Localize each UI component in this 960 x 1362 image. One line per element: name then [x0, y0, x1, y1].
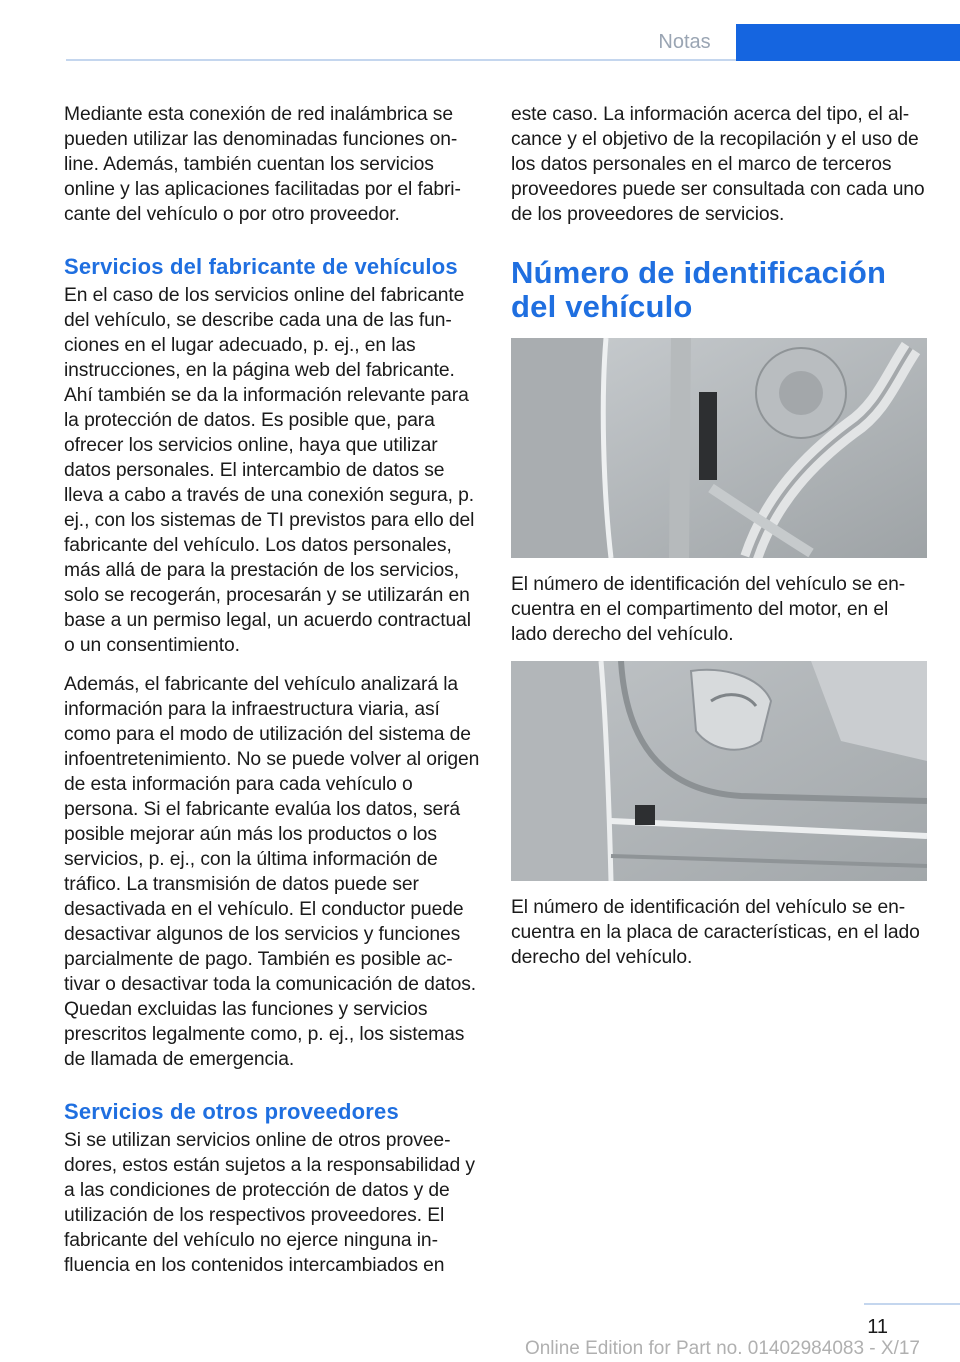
engine-compartment-illustration: [511, 338, 927, 558]
door-sill-illustration: [511, 661, 927, 881]
right-column: [511, 102, 927, 984]
figure-caption: El número de identificación del vehículo se encuentra en el compartimento del motor, en el lado derecho del vehículo.: [511, 574, 906, 645]
figure-caption: El número de identificación del vehículo se encuentra en la placa de características, en el lado derecho del vehículo.: [511, 897, 920, 968]
paragraph: En el caso de los servicios online del fabricante del vehículo, se describe cada una de las funciones en el lugar adecuado, p. ej., en las instrucciones, en la página web del fabricante. Ahí también se da la información relevante para la protección de datos. Es posible que, para ofrecer los servicios online, haya que utilizar datos personales. El intercambio de datos se lleva a cabo a través de una conexión segura, p. ej., con los sistemas de TI previstos para ello del fabricante del vehículo. Los datos personales, más allá de para la prestación de los servicios, solo se recogerán, procesarán y se utilizarán en base a un permiso legal, un acuerdo contractual o un consentimiento.: [64, 285, 475, 656]
page-number: 11: [867, 1316, 888, 1338]
paragraph: Si se utilizan servicios online de otros proveedores, estos están sujetos a la responsabilidad y a las condiciones de protección de datos y de utilización de los respectivos proveedores. El fabricante del vehículo no ejerce ninguna influencia en los contenidos intercambiados en: [64, 1130, 475, 1276]
left-column: [64, 102, 480, 1292]
paragraph: Además, el fabricante del vehículo analizará la información para la infraestructura viaria, así como para el modo de utilización del sistema de infoentretenimiento. No se puede volver al origen de esta información para cada vehículo o persona. Si el fabricante evalúa los datos, será posible mejorar aún más los productos o los servicios, p. ej., con la última información de tráfico. La transmisión de datos puede ser desactivada en el vehículo. El conductor puede desactivar algunos de los servicios y funciones parcialmente de pago. También es posible activar o desactivar toda la comunicación de datos. Quedan excluidas las funciones y servicios prescritos legalmente como, p. ej., los sistemas de llamada de emergencia.: [64, 674, 480, 1070]
section-heading: Número de identificación del vehículo: [511, 255, 887, 324]
edition-note: Online Edition for Part no. 01402984083 - X/17: [524, 1338, 920, 1359]
section-tab-block: [736, 24, 960, 61]
section-label: Notas: [658, 31, 711, 53]
paragraph: Mediante esta conexión de red inalámbrica se pueden utilizar las denominadas funciones online. Además, también cuentan los servicios online y las aplicaciones facilitadas por el fabricante del vehículo o por otro proveedor.: [64, 104, 461, 225]
subheading: Servicios del fabricante de vehículos: [64, 254, 458, 279]
paragraph: este caso. La información acerca del tipo, el alcance y el objetivo de la recopilación y el uso de los datos personales en el marco de terceros proveedores puede ser consultada con cada uno de los proveedores de servicios.: [511, 104, 925, 225]
subheading: Servicios de otros proveedores: [64, 1099, 399, 1124]
footer-rule: [864, 1303, 960, 1305]
